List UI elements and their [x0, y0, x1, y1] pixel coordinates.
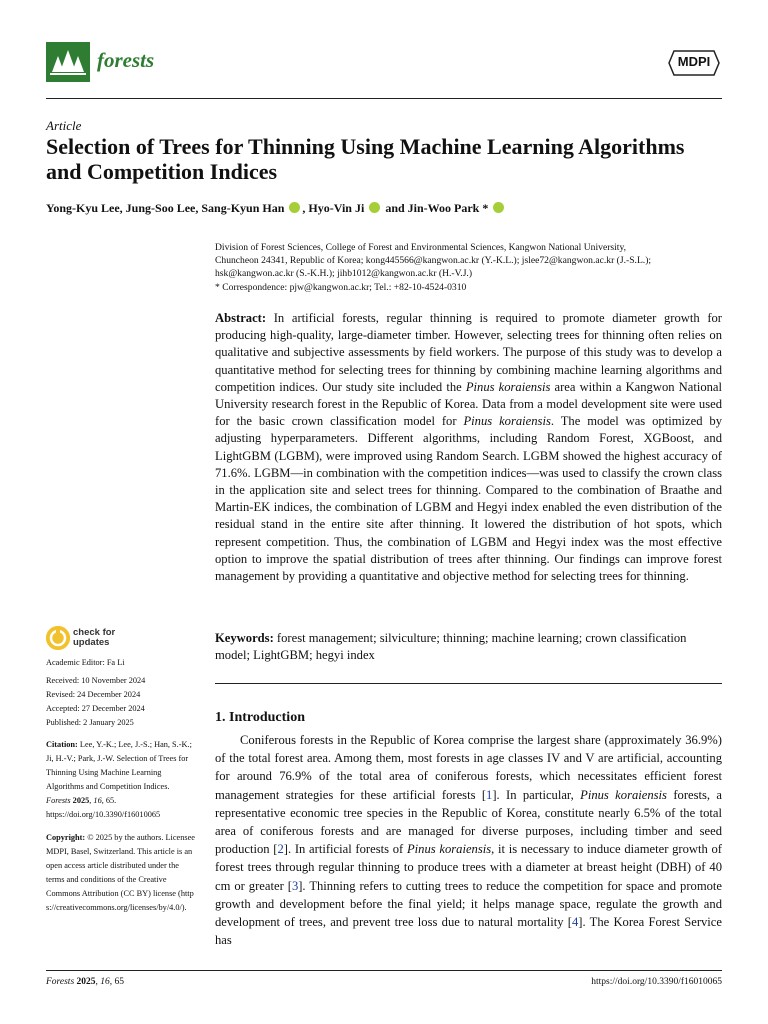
author-name[interactable]: Sang-Kyun Han	[201, 201, 285, 215]
citation-label: Citation:	[46, 740, 78, 749]
footer-text: ,	[95, 977, 101, 987]
species-name: Pinus koraiensis	[465, 379, 551, 394]
check-for-updates-badge[interactable]	[46, 626, 146, 652]
affiliation-line: Division of Forest Sciences, College of Forest and Environmental Sciences, Kangwon National University,	[215, 242, 627, 253]
footer-volume: 16	[100, 977, 110, 987]
keywords-label: Keywords:	[215, 631, 274, 645]
journal-logo	[46, 42, 90, 82]
header-divider	[46, 98, 722, 99]
orcid-icon[interactable]	[289, 202, 300, 213]
checkmark-icon	[46, 626, 70, 650]
date-published: Published: 2 January 2025	[46, 718, 134, 728]
species-name: Pinus koraiensis	[463, 414, 551, 429]
date-revised: Revised: 24 December 2024	[46, 690, 141, 700]
academic-editor: Academic Editor: Fa Li	[46, 658, 125, 667]
journal-name: forests	[97, 48, 155, 72]
copyright-text: ).	[181, 903, 187, 913]
affiliation-line: Chuncheon 24341, Republic of Korea; kong445566@kangwon.ac.kr (Y.-K.L.); jslee72@kangwon.ac.kr (J.-S.L.);	[215, 255, 652, 267]
reference-link[interactable]: 4	[571, 915, 579, 930]
body-text: Coniferous forests in the Republic of Korea comprise the largest share (approximately 36.9%) of the total forest area. Among them, most forests in age classes IV and V are artificial, accounting for around 76.9% of the total area of coniferous forests, which necessitates efficient forest management strategies for these artificial forests [	[215, 733, 722, 802]
correspondence-line: * Correspondence: pjw@kangwon.ac.kr; Tel.: +82-10-4524-0310	[215, 281, 467, 293]
body-text: forests, a representative economic tree species in the Republic of Korea, constitute nearly 6.5% of the total area of coniferous forests and are managed for diverse purposes, including timber and seed production [	[215, 787, 722, 857]
footer-journal: Forests	[46, 977, 75, 987]
species-name: Pinus koraiensis	[580, 787, 667, 802]
publication-dates	[46, 674, 196, 730]
check-updates-icon	[46, 626, 70, 650]
body-text: , it is necessary to induce diameter growth of forest trees through regular thinning to produce trees with a diameter at breast height (DBH) of 40 cm or greater [	[215, 842, 723, 893]
check-updates-line: check for	[73, 627, 116, 638]
citation-text: Lee, Y.-K.; Lee, J.-S.; Han, S.-K.; Ji, H.-V.; Park, J.-W. Selection of Trees for Thinning Using Machine Learning Algorithms and Competition Indices.	[46, 740, 192, 792]
citation-text: ,	[89, 796, 94, 806]
author-name[interactable]: Yong-Kyu Lee	[46, 201, 120, 215]
mdpi-logo-text: MDPI	[677, 54, 711, 69]
check-updates-text	[73, 628, 115, 648]
keywords-text: forest management; silviculture; thinning; machine learning; crown classification model; LightGBM; hegyi index	[215, 631, 687, 663]
keywords	[215, 630, 722, 664]
article-title: Selection of Trees for Thinning Using Machine Learning Algorithms and Competition Indices	[46, 134, 685, 184]
date-accepted: Accepted: 27 December 2024	[46, 704, 145, 714]
footer-page: , 65	[109, 977, 125, 987]
citation-text: , 65.	[101, 796, 117, 806]
citation-volume: 16	[93, 796, 102, 806]
body-text: ]. The Korea Forest Service has	[215, 915, 722, 948]
footer-doi-link[interactable]: https://doi.org/10.3390/f16010065	[591, 977, 722, 987]
abstract-text: In artificial forests, regular thinning is required to promote diameter growth for producing high-quality, large-diameter timber. However, selecting trees for thinning often relies on qualitative and subjective assessments by field workers. The purpose of this study was to develop a quantitative method for selecting trees for thinning by combining machine learning algorithms and competition indices. Our study site included the	[215, 311, 722, 394]
body-text: ]. In artificial forests of	[283, 842, 407, 857]
reference-link[interactable]: 2	[277, 842, 284, 857]
copyright	[46, 831, 196, 916]
tree-logo-icon	[46, 42, 90, 82]
citation-journal: Forests	[46, 796, 71, 806]
reference-link[interactable]: 1	[486, 787, 493, 802]
author-list: Yong-Kyu Lee, Jung-Soo Lee, Sang-Kyun Han , Hyo-Vin Ji and Jin-Woo Park *	[46, 201, 722, 216]
introduction-text	[215, 731, 722, 949]
article-type: Article	[46, 118, 82, 133]
footer-divider	[46, 970, 722, 971]
orcid-icon[interactable]	[493, 202, 504, 213]
abstract-label: Abstract:	[215, 311, 267, 325]
orcid-icon[interactable]	[369, 202, 380, 213]
author-name[interactable]: Jung-Soo Lee	[125, 201, 196, 215]
footer-year: 2025	[74, 977, 96, 987]
reference-link[interactable]: 3	[291, 878, 299, 893]
affiliations	[215, 241, 725, 294]
abstract-text: area within a Kangwon National University research forest in the Republic of Korea. Data from a model development site were used for the basic crown classification model for	[215, 379, 723, 429]
abstract-text: . The model was optimized by adjusting hyperparameters. Different algorithms, including Random Forest, XGBoost, and LightGBM (LGBM), were improved using Random Search. LGBM showed the highest accuracy of 71.6%. LGBM—in combination with the competition indices—was used to classify the crown class in the application site and select trees for thinning. Compared to the combination of Braathe and Martin-EK indices, the combination of LGBM and Hegyi index enabled the even distribution of the residual stand in the entire site after thinning. It lowered the distribution of hot spots, which represent competition. Thus, the combination of LGBM and Hegyi index was the most effective option to improve the spatial distribution of trees after thinning. Our findings can improve forest management by providing a quantitative and objective method for selecting trees for thinning.	[215, 414, 723, 584]
body-text: ]. In particular,	[492, 787, 581, 802]
section-divider	[215, 683, 722, 684]
author-name[interactable]: Hyo-Vin Ji	[308, 201, 365, 215]
affiliation-line: hsk@kangwon.ac.kr (S.-K.H.); jihb1012@kangwon.ac.kr (H.-V.J.)	[215, 268, 473, 280]
citation-doi-link[interactable]: https://doi.org/10.3390/f16010065	[46, 810, 161, 820]
copyright-text: © 2025 by the authors. Licensee MDPI, Basel, Switzerland. This article is an open access article distributed under the terms and conditions of the Creative Commons Attribution (CC BY) license (	[46, 833, 195, 899]
footer-journal-citation	[46, 977, 124, 987]
abstract	[215, 310, 722, 585]
date-received: Received: 10 November 2024	[46, 676, 146, 685]
check-updates-line: updates	[73, 637, 110, 648]
copyright-label: Copyright:	[46, 833, 86, 842]
author-name[interactable]: Jin-Woo Park *	[407, 201, 489, 215]
license-link[interactable]: https://creativecommons.org/licenses/by/4.0/	[46, 889, 194, 913]
citation-year: 2025	[70, 796, 90, 806]
mdpi-logo	[668, 50, 720, 76]
body-text: ]. Thinning refers to cutting trees to reduce the competition for space and promote growth and development before the final yield; it helps manage space, regulate the growth and development of trees, and prevent tree loss due to natural mortality [	[215, 878, 723, 930]
section-heading: 1. Introduction	[215, 710, 305, 725]
species-name: Pinus koraiensis	[406, 842, 492, 857]
citation	[46, 738, 196, 823]
